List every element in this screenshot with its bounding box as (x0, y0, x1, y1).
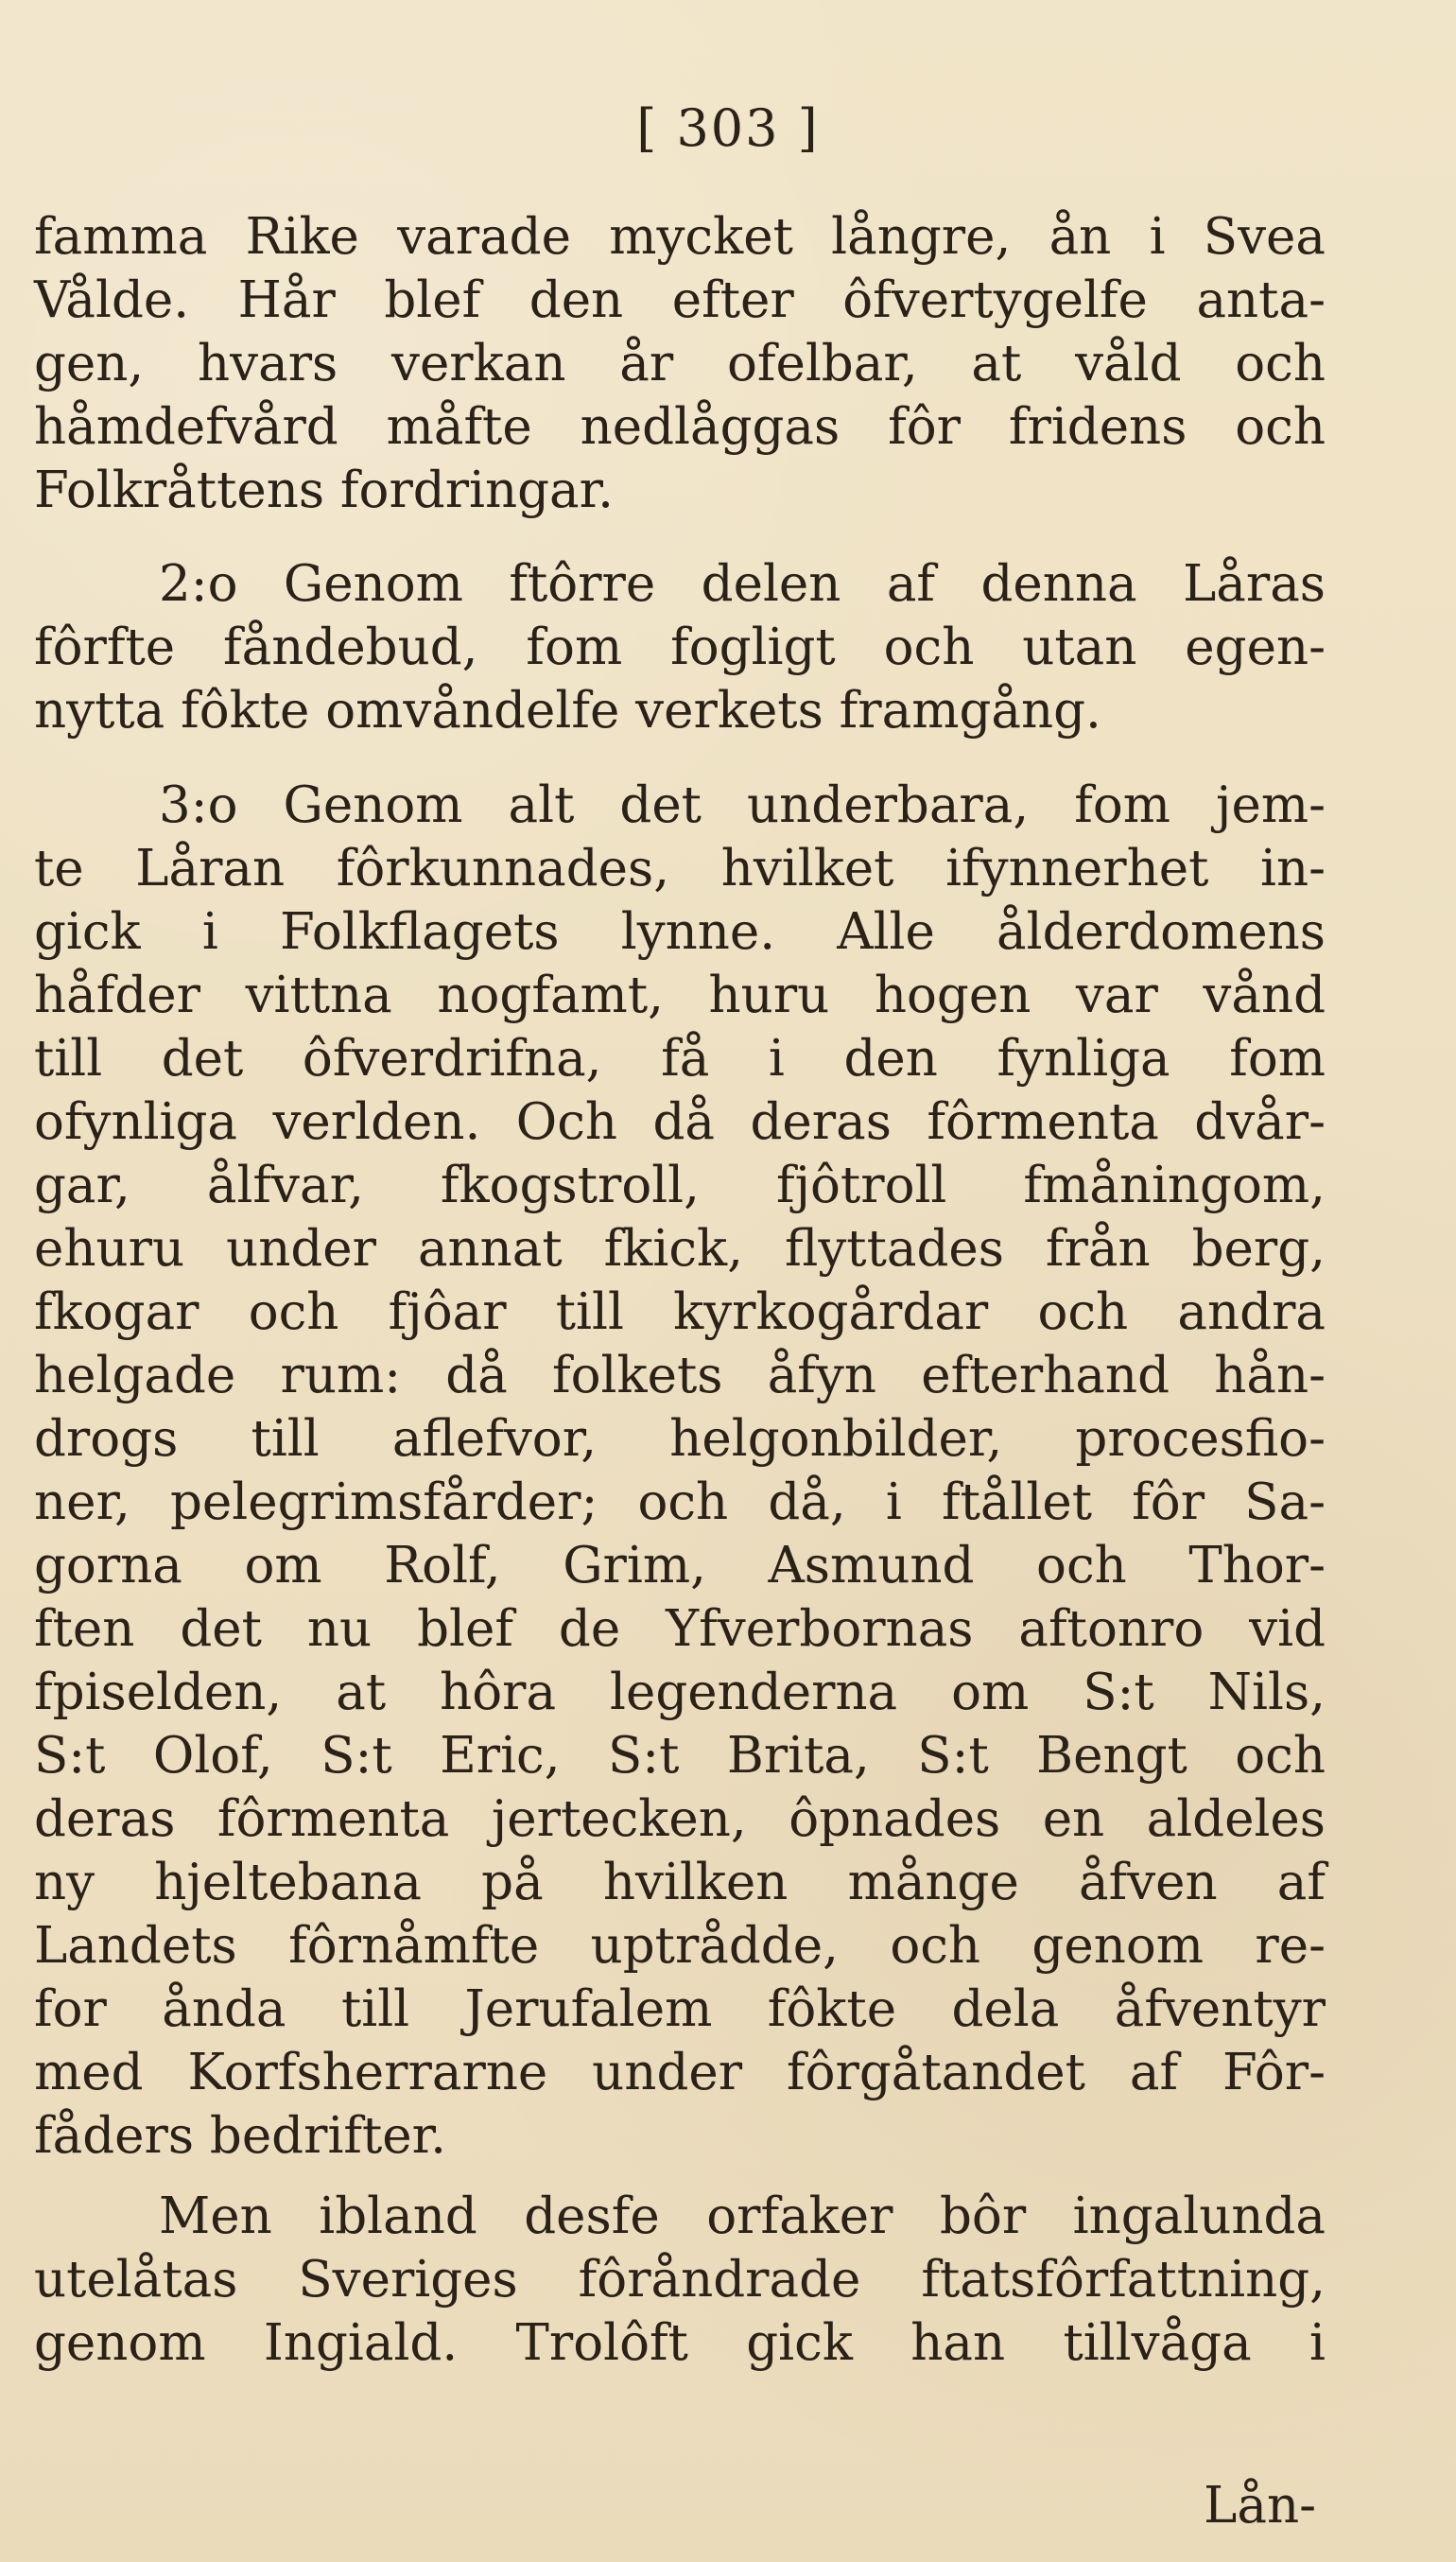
text-line: helgade rum: då folkets åfyn efterhand hån- (34, 1347, 1326, 1404)
text-line: deras fôrmenta jertecken, ôpnades en aldeles (34, 1790, 1326, 1848)
text-line: med Korfsherrarne under fôrgåtandet af Fôr- (34, 2044, 1326, 2101)
text-line: håmdefvård måfte nedlåggas fôr fridens och (34, 398, 1326, 456)
paragraph-1 (34, 205, 1326, 522)
text-line: fkogar och fjôar till kyrkogårdar och andra (34, 1283, 1326, 1341)
page-number-header: [ 303 ] (636, 98, 820, 158)
text-line: gick i Folkflagets lynne. Alle ålderdomens (34, 903, 1326, 961)
text-line: 3:o Genom alt det underbara, fom jem- (159, 776, 1326, 834)
text-line: ner, pelegrimsfårder; och då, i ftållet fôr Sa- (34, 1473, 1326, 1531)
text-line: for ånda till Jerufalem fôkte dela åfventyr (34, 1980, 1326, 2038)
text-line: ften det nu blef de Yfverbornas aftonro vid (34, 1600, 1326, 1658)
text-line: ofynliga verlden. Och då deras fôrmenta dvår- (34, 1093, 1326, 1151)
text-line: utelåtas Sveriges fôråndrade ftatsfôrfattning, (34, 2251, 1326, 2309)
text-line: 2:o Genom ftôrre delen af denna Låras (159, 555, 1326, 613)
text-line: genom Ingiald. Trolôft gick han tillvåga i (34, 2314, 1326, 2372)
text-line: ny hjeltebana på hvilken månge åfven af (34, 1854, 1326, 1911)
text-line: Folkråttens fordringar. (34, 462, 615, 519)
paragraph-4 (34, 2185, 1326, 2375)
paragraph-2 (34, 552, 1326, 742)
catchword: Lån- (1204, 2477, 1316, 2535)
text-line: famma Rike varade mycket långre, ån i Svea (34, 208, 1326, 266)
text-line: fôrfte fåndebud, fom fogligt och utan egen- (34, 619, 1326, 676)
text-line: håfder vittna nogfamt, huru hogen var vånd (34, 967, 1326, 1024)
text-line: nytta fôkte omvåndelfe verkets framgång. (34, 682, 1101, 740)
text-line: gen, hvars verkan år ofelbar, at våld och (34, 335, 1326, 392)
text-line: Men ibland desfe orfaker bôr ingalunda (159, 2187, 1326, 2245)
paragraph-3 (34, 774, 1326, 2168)
text-line: Vålde. Hår blef den efter ôfvertygelfe anta- (34, 271, 1326, 329)
text-line: S:t Olof, S:t Eric, S:t Brita, S:t Bengt och (34, 1727, 1326, 1785)
text-line: ehuru under annat fkick, flyttades från berg, (34, 1220, 1326, 1278)
text-line: te Låran fôrkunnades, hvilket ifynnerhet in- (34, 840, 1326, 898)
text-line: gar, ålfvar, fkogstroll, fjôtroll fmåningom, (34, 1157, 1326, 1214)
text-line: fåders bedrifter. (34, 2107, 447, 2165)
text-line: Landets fôrnåmfte uptrådde, och genom re- (34, 1917, 1326, 1975)
text-line: fpiselden, at hôra legenderna om S:t Nils, (34, 1664, 1326, 1721)
text-line: drogs till aflefvor, helgonbilder, procesfio- (34, 1410, 1326, 1468)
text-line: till det ôfverdrifna, få i den fynliga fom (34, 1030, 1326, 1088)
text-line: gorna om Rolf, Grim, Asmund och Thor- (34, 1537, 1326, 1595)
